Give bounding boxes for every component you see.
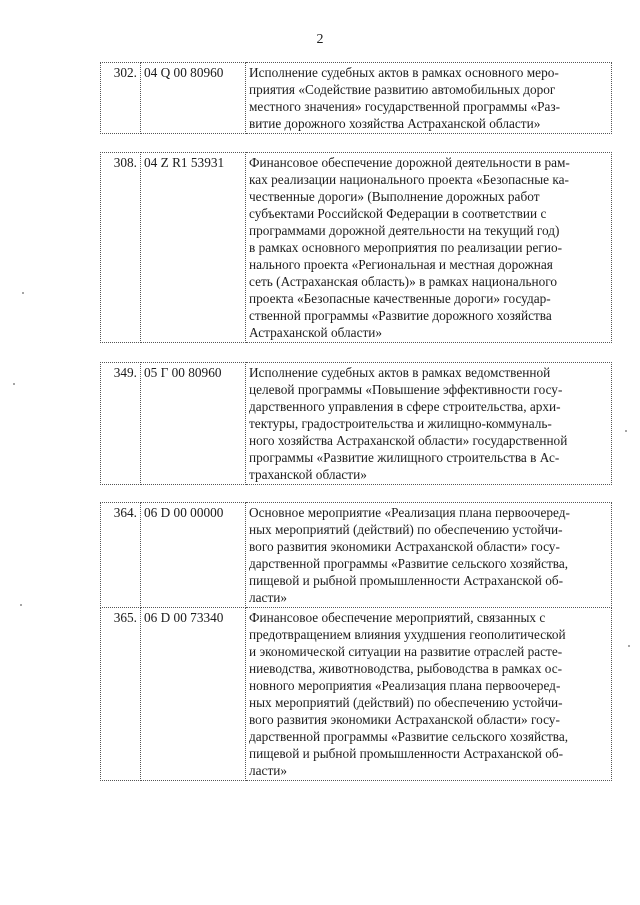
description-line: ласти» [249,590,288,605]
budget-code: 04 Q 00 80960 [141,63,246,134]
description-cell [246,63,612,134]
page-number: 2 [316,32,324,47]
description-line: тектуры, градостроительства и жилищно-коммуналь- [249,416,552,431]
row-number: 302. [101,63,141,134]
description-line: ласти» [249,763,288,778]
description-line: Финансовое обеспечение дорожной деятельности в рам- [249,155,570,170]
table-row [101,608,612,781]
description-cell [246,503,612,608]
description-line: пищевой и рыбной промышленности Астраханской об- [249,573,564,588]
scan-speck [628,645,630,647]
description-line: вого развития экономики Астраханской области» госу- [249,712,560,727]
row-number: 349. [101,363,141,485]
budget-code: 06 D 00 00000 [141,503,246,608]
entry-table [100,362,612,485]
description-cell [246,608,612,781]
scan-speck [625,430,627,432]
description-line: ных мероприятий (действий) по обеспечению устойчи- [249,522,563,537]
table-row [101,363,612,485]
description-line: новного мероприятия «Реализация плана первоочеред- [249,678,561,693]
description-line: ного хозяйства Астраханской области» государственной [249,433,568,448]
description-line: сеть (Астраханская область)» в рамках национального [249,274,558,289]
description-line: предотвращением влияния ухудшения геополитической [249,627,566,642]
budget-code: 06 D 00 73340 [141,608,246,781]
description-line: ных мероприятий (действий) по обеспечению устойчи- [249,695,563,710]
budget-code: 04 Z R1 53931 [141,153,246,343]
description-line: Исполнение судебных актов в рамках основного меро- [249,65,559,80]
description-line: пищевой и рыбной промышленности Астраханской об- [249,746,564,761]
description-line: и экономической ситуации на развитие отраслей расте- [249,644,563,659]
description-line: чественные дороги» (Выполнение дорожных работ [249,189,540,204]
description-line: ках реализации национального проекта «Безопасные ка- [249,172,569,187]
budget-code: 05 Г 00 80960 [141,363,246,485]
description-cell [246,153,612,343]
description-cell [246,363,612,485]
description-line: дарственного управления в сфере строительства, архи- [249,399,561,414]
description-line: витие дорожного хозяйства Астраханской области» [249,116,541,131]
description-line: ниеводства, животноводства, рыбоводства в рамках ос- [249,661,563,676]
description-line: местного значения» государственной программы «Раз- [249,99,561,114]
description-line: приятия «Содействие развитию автомобильных дорог [249,82,556,97]
row-number: 308. [101,153,141,343]
description-line: дарственной программы «Развитие сельского хозяйства, [249,729,569,744]
description-line: ственной программы «Развитие дорожного хозяйства [249,308,552,323]
description-line: нального проекта «Региональная и местная дорожная [249,257,553,272]
description-line: программами дорожной деятельности на текущий год) [249,223,560,238]
description-line: Астраханской области» [249,325,383,340]
row-number: 364. [101,503,141,608]
table-row [101,153,612,343]
scan-speck [13,383,15,385]
description-line: вого развития экономики Астраханской области» госу- [249,539,560,554]
description-line: Финансовое обеспечение мероприятий, связанных с [249,610,546,625]
description-line: субъектами Российской Федерации в соответствии с [249,206,547,221]
description-line: траханской области» [249,467,367,482]
description-line: Основное мероприятие «Реализация плана первоочеред- [249,505,570,520]
description-line: в рамках основного мероприятия по реализации регио- [249,240,563,255]
entry-table [100,502,612,781]
description-line: программы «Развитие жилищного строительства в Ас- [249,450,560,465]
entry-table [100,152,612,343]
scan-speck [22,292,24,294]
row-number: 365. [101,608,141,781]
description-line: целевой программы «Повышение эффективности госу- [249,382,563,397]
entry-table [100,62,612,134]
scan-speck [20,604,22,606]
table-row [101,503,612,608]
description-line: Исполнение судебных актов в рамках ведомственной [249,365,551,380]
description-line: дарственной программы «Развитие сельского хозяйства, [249,556,569,571]
table-row [101,63,612,134]
description-line: проекта «Безопасные качественные дороги» государ- [249,291,551,306]
